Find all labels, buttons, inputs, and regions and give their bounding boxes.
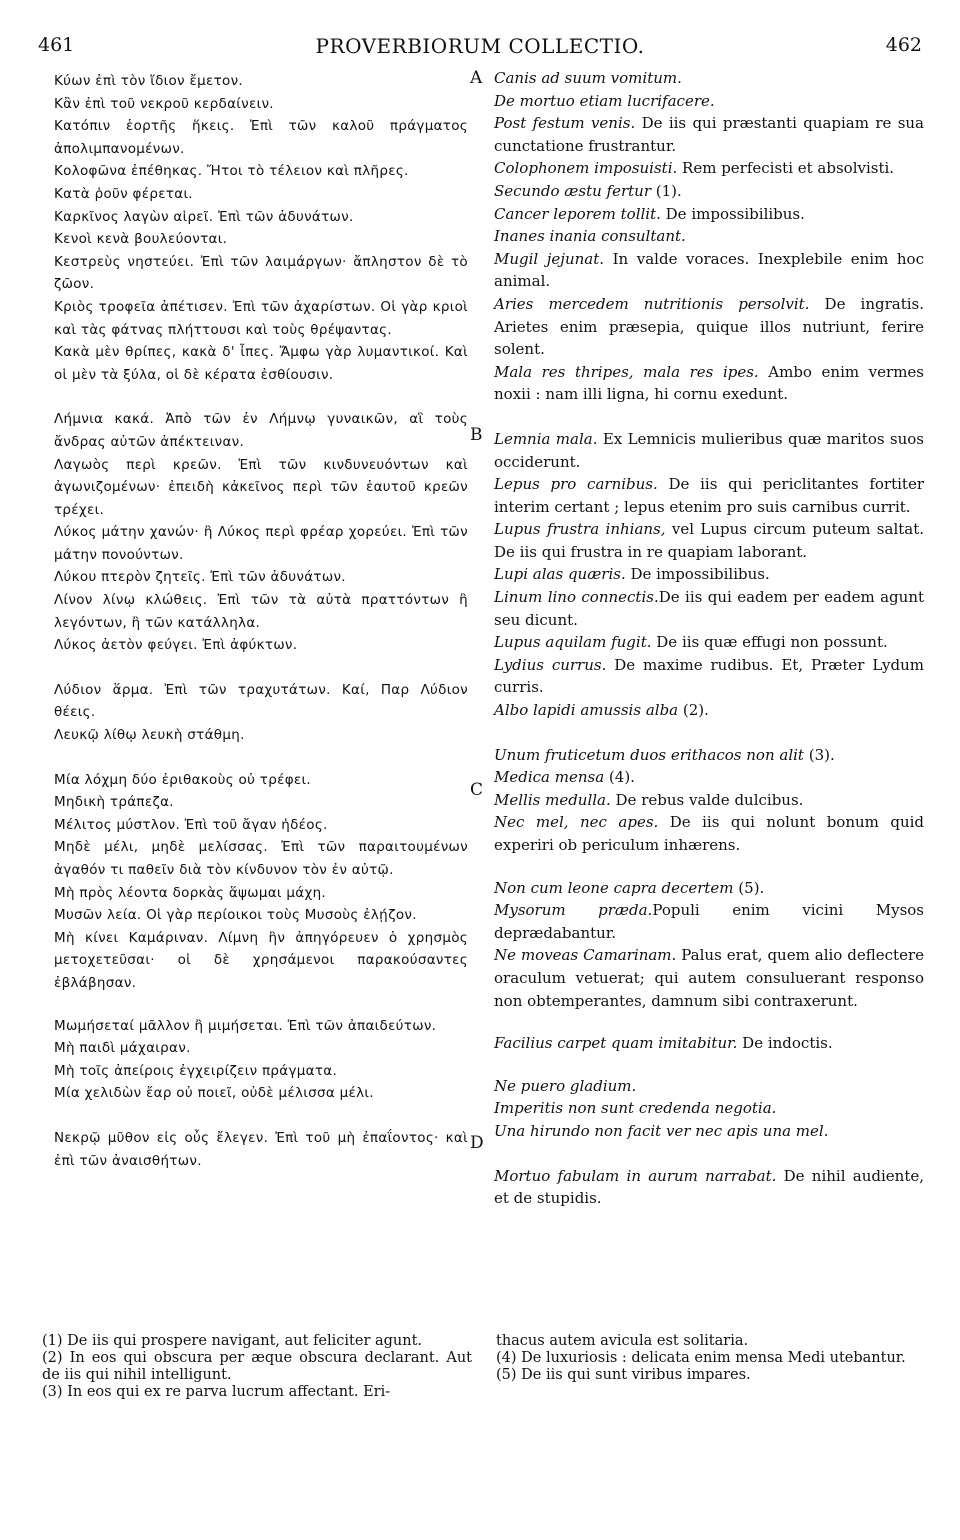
latin-entry-italic: Imperitis non sunt credenda negotia.: [494, 1099, 777, 1118]
latin-entry: [494, 563, 924, 586]
latin-entry: [494, 1097, 924, 1120]
greek-entry: Μὴ πρὸς λέοντα δορκὰς ἅψωμαι μάχη.: [54, 884, 327, 901]
latin-entry: [494, 1120, 924, 1143]
latin-column: [494, 67, 924, 1210]
page-number-left: 461: [38, 34, 75, 56]
greek-entry: Λήμνια κακά. Ἀπὸ τῶν ἐν Λήμνῳ γυναικῶν, αἳ τοὺς ἄνδρας αὐτῶν ἀπέκτειναν.: [54, 411, 468, 450]
latin-entry-italic: Secundo æstu fertur: [494, 181, 651, 200]
greek-entry: Λευκῷ λίθῳ λευκὴ στάθμη.: [54, 727, 245, 744]
greek-entry: Καρκῖνος λαγὼν αἱρεῖ. Ἐπὶ τῶν ἀδυνάτων.: [54, 208, 354, 225]
latin-entry-italic: Colophonem imposuisti.: [494, 159, 678, 178]
latin-entry-text: Palus erat, quem alio deflectere oraculum vetuerat; qui autem consuluerant responso non obtemperantes, damnum sibi contraxerunt.: [494, 946, 924, 1010]
latin-entry: [494, 744, 924, 767]
footnote: (4) De luxuriosis : delicata enim mensa Medi utebantur.: [496, 1350, 906, 1366]
latin-entry-italic: Lemnia mala.: [494, 429, 598, 448]
latin-entry: [494, 944, 924, 1012]
greek-entry: Μὴ κίνει Καμάριναν. Λίμνη ἣν ἀπηγόρευεν ὁ χρησμὸς μετοχετεῦσαι· οἱ δὲ χρησάμενοι παρακούσαντες ἐβλάβησαν.: [54, 929, 468, 991]
latin-entry: [494, 180, 924, 203]
latin-entry-italic: Cancer leporem tollit.: [494, 204, 661, 223]
latin-entry-italic: Canis ad suum vomitum.: [494, 69, 682, 87]
latin-entry: [494, 518, 924, 563]
greek-entry: Κεστρεὺς νηστεύει. Ἐπὶ τῶν λαιμάργων· ἄπληστον δὲ τὸ ζῶον.: [54, 253, 468, 293]
latin-entry-text: (4).: [604, 768, 635, 787]
latin-entry-italic: Mugil jejunat.: [494, 249, 605, 268]
greek-entry: Νεκρῷ μῦθον εἰς οὖς ἔλεγεν. Ἐπὶ τοῦ μὴ ἐπαΐοντος· καὶ ἐπὶ τῶν ἀναισθήτων.: [54, 1129, 468, 1169]
latin-entry: [494, 766, 924, 789]
page-header: [38, 34, 922, 62]
greek-entry: Κακὰ μὲν θρίπες, κακὰ δ' ἶπες. Ἄμφω γὰρ λυμαντικοί. Καὶ οἱ μὲν τὰ ξύλα, οἱ δὲ κέρατα ἐσθίουσιν.: [54, 344, 468, 383]
latin-entry-italic: Non cum leone capra decertem: [494, 878, 734, 897]
greek-entry: Μέλιτος μύστλον. Ἐπὶ τοῦ ἄγαν ἡδέος.: [54, 816, 328, 833]
latin-entry-text: De iis qui præstanti quapiam re sua cunctatione frustrantur.: [494, 114, 924, 155]
latin-entry-italic: Nec mel, nec apes.: [494, 813, 659, 832]
footnote: thacus autem avicula est solitaria.: [496, 1333, 749, 1349]
latin-entry-text: In valde voraces. Inexplebile enim hoc animal.: [494, 249, 924, 291]
greek-entry: Κύων ἐπὶ τὸν ἴδιον ἔμετον.: [54, 73, 243, 89]
margin-letter-a: A: [470, 68, 483, 88]
latin-entry-italic: Aries mercedem nutritionis persolvit.: [494, 294, 810, 313]
latin-entry: [494, 90, 924, 113]
greek-entry: Μία λόχμη δύο ἐριθακοὺς οὐ τρέφει.: [54, 771, 311, 788]
latin-entry: [494, 699, 924, 722]
footnotes-right: [496, 1333, 926, 1384]
margin-letter-b: B: [470, 425, 483, 445]
latin-entry-text: De iis qui periclitantes fortiter interim certant ; lepus etenim pro suis carnibus currit.: [494, 475, 924, 516]
greek-entry: Μωμήσεταί μᾶλλον ἢ μιμήσεται. Ἐπὶ τῶν ἀπαιδεύτων.: [54, 1017, 437, 1034]
page-number-right: 462: [885, 34, 922, 56]
latin-entry: [494, 631, 924, 654]
latin-entry-text: De maxime rudibus. Et, Præter Lydum curris.: [494, 655, 924, 697]
latin-entry: [494, 157, 924, 180]
latin-entry-text: (2).: [678, 701, 709, 720]
footnote: (5) De iis qui sunt viribus impares.: [496, 1367, 751, 1383]
latin-entry-italic: Medica mensa: [494, 768, 605, 787]
margin-letter-c: C: [470, 780, 484, 800]
greek-entry: Μηδικὴ τράπεζα.: [54, 794, 174, 811]
margin-letter-d: D: [470, 1133, 484, 1153]
latin-entry-text: De impossibilibus.: [660, 204, 805, 223]
latin-entry-italic: Mysorum præda.: [494, 901, 653, 920]
greek-entry: Μὴ παιδὶ μάχαιραν.: [54, 1040, 191, 1057]
latin-entry-italic: Lupus aquilam fugit.: [494, 633, 652, 652]
latin-entry-italic: Mortuo fabulam in aurum narrabat.: [494, 1166, 777, 1185]
latin-entry: [494, 67, 924, 90]
latin-entry: [494, 877, 924, 900]
latin-entry-italic: Inanes inania consultant.: [494, 227, 686, 246]
greek-entry: Κατόπιν ἑορτῆς ἥκεις. Ἐπὶ τῶν καλοῦ πράγματος ἀπολιμπανομένων.: [54, 118, 468, 157]
latin-entry: [494, 1075, 924, 1098]
latin-entry-text: (5).: [733, 878, 765, 897]
greek-entry: Κατὰ ῥοῦν φέρεται.: [54, 185, 193, 202]
latin-entry-text: De nihil audiente, et de stupidis.: [494, 1166, 924, 1208]
latin-entry-text: De iis quæ effugi non possunt.: [651, 633, 888, 652]
latin-entry: [494, 112, 924, 157]
latin-entry: [494, 248, 924, 293]
latin-entry-italic: Una hirundo non facit ver nec apis una mel.: [494, 1121, 829, 1140]
footnotes-left: [42, 1333, 472, 1401]
latin-entry-text: Rem perfecisti et absolvisti.: [677, 159, 895, 178]
footnote: (1) De iis qui prospere navigant, aut feliciter agunt.: [42, 1333, 423, 1349]
latin-entry-text: Populi enim vicini Mysos deprædabantur.: [494, 901, 924, 942]
latin-entry: [494, 654, 924, 699]
greek-entry: Κενοὶ κενὰ βουλεύονται.: [54, 231, 228, 248]
latin-entry-italic: Ne moveas Camarinam.: [494, 946, 677, 965]
greek-entry: Μηδὲ μέλι, μηδὲ μελίσσας. Ἐπὶ τῶν παραιτουμένων ἀγαθόν τι παθεῖν διὰ τὸν κίνδυνον τὸν ἐν αὐτῷ.: [54, 839, 468, 878]
greek-entry: Λύκος μάτην χανών· ἢ Λύκος περὶ φρέαρ χορεύει. Ἐπὶ τῶν μάτην πονούντων.: [54, 524, 468, 563]
latin-entry-text: De iis qui nolunt bonum quid experiri ob periculum inhærens.: [494, 813, 925, 854]
latin-entry-text: (3).: [803, 745, 835, 764]
greek-entry: Μὴ τοῖς ἀπείροις ἐγχειρίζειν πράγματα.: [54, 1062, 338, 1079]
greek-entry: Κολοφῶνα ἐπέθηκας. Ἤτοι τὸ τέλειον καὶ πλῆρες.: [54, 163, 409, 180]
footnote: (3) In eos qui ex re parva lucrum affectant. Eri-: [42, 1384, 391, 1400]
latin-entry-italic: Albo lapidi amussis alba: [494, 701, 679, 720]
latin-entry-text: De indoctis.: [737, 1034, 833, 1053]
latin-entry: [494, 1032, 924, 1055]
latin-entry-text: De iis qui eadem per eadem agunt seu dicunt.: [494, 588, 925, 629]
greek-column: [54, 70, 468, 1172]
latin-entry-italic: Mellis medulla.: [494, 790, 611, 809]
latin-entry: [494, 586, 924, 631]
latin-entry-text: (1).: [651, 181, 682, 200]
latin-entry: [494, 203, 924, 226]
greek-entry: Λύκος ἀετὸν φεύγει. Ἐπὶ ἀφύκτων.: [54, 637, 298, 654]
latin-entry-italic: Post festum venis.: [494, 114, 636, 133]
greek-entry: Λύκου πτερὸν ζητεῖς. Ἐπὶ τῶν ἀδυνάτων.: [54, 569, 346, 586]
latin-entry: [494, 811, 924, 856]
latin-entry-italic: Lupus frustra inhians,: [494, 520, 666, 539]
latin-entry-italic: De mortuo etiam lucrifacere.: [494, 91, 715, 110]
greek-entry: Κἂν ἐπὶ τοῦ νεκροῦ κερδαίνειν.: [54, 95, 274, 112]
latin-entry: [494, 428, 924, 473]
latin-entry-text: De impossibilibus.: [625, 565, 770, 584]
latin-entry-text: De ingratis. Arietes enim præsepia, quique illos nutriunt, ferire solent.: [494, 294, 924, 359]
latin-entry: [494, 1165, 924, 1210]
running-title: PROVERBIORUM COLLECTIO.: [315, 34, 645, 58]
latin-entry: [494, 293, 924, 361]
latin-entry-italic: Facilius carpet quam imitabitur.: [494, 1034, 738, 1053]
latin-entry: [494, 225, 924, 248]
greek-entry: Μία χελιδὼν ἔαρ οὐ ποιεῖ, οὐδὲ μέλισσα μέλι.: [54, 1085, 374, 1102]
latin-entry-text: Ambo enim vermes noxii : nam illi ligna, hi cornu exedunt.: [494, 362, 924, 404]
latin-entry-italic: Lupi alas quæris.: [494, 565, 626, 584]
latin-entry-text: vel Lupus circum puteum saltat. De iis qui frustra in re quapiam laborant.: [494, 520, 925, 561]
latin-entry: [494, 473, 924, 518]
latin-entry-italic: Ne puero gladium.: [494, 1076, 637, 1095]
latin-entry-text: Ex Lemnicis mulieribus quæ maritos suos occiderunt.: [494, 429, 924, 471]
latin-entry: [494, 899, 924, 944]
latin-entry: [494, 789, 924, 812]
latin-entry: [494, 361, 924, 406]
greek-entry: Λίνον λίνῳ κλώθεις. Ἐπὶ τῶν τὰ αὐτὰ πραττόντων ἢ λεγόντων, ἢ τῶν κατάλληλα.: [54, 592, 468, 631]
greek-entry: Μυσῶν λεία. Οἱ γὰρ περίοικοι τοὺς Μυσοὺς ἐλῄζον.: [54, 907, 417, 924]
greek-entry: Λαγωὸς περὶ κρεῶν. Ἐπὶ τῶν κινδυνευόντων καὶ ἀγωνιζομένων· ἐπειδὴ κἀκεῖνος περὶ τῶν ἑαυτοῦ κρεῶν τρέχει.: [54, 456, 468, 518]
latin-entry-italic: Unum fruticetum duos erithacos non alit: [494, 745, 804, 764]
latin-entry-italic: Lydius currus.: [494, 655, 607, 674]
latin-entry-italic: Mala res thripes, mala res ipes.: [494, 362, 759, 381]
greek-entry: Κριὸς τροφεῖα ἀπέτισεν. Ἐπὶ τῶν ἀχαρίστων. Οἱ γὰρ κριοὶ καὶ τὰς φάτνας πλήττουσι καὶ τοὺς θρέψαντας.: [54, 298, 468, 338]
latin-entry-italic: Linum lino connectis.: [494, 588, 659, 607]
greek-entry: Λύδιον ἅρμα. Ἐπὶ τῶν τραχυτάτων. Καί, Παρ Λύδιον θέεις.: [54, 681, 468, 721]
footnote: (2) In eos qui obscura per æque obscura declarant. Aut de iis qui nihil intelligunt.: [42, 1350, 472, 1383]
latin-entry-text: De rebus valde dulcibus.: [610, 790, 804, 809]
latin-entry-italic: Lepus pro carnibus.: [494, 475, 658, 494]
